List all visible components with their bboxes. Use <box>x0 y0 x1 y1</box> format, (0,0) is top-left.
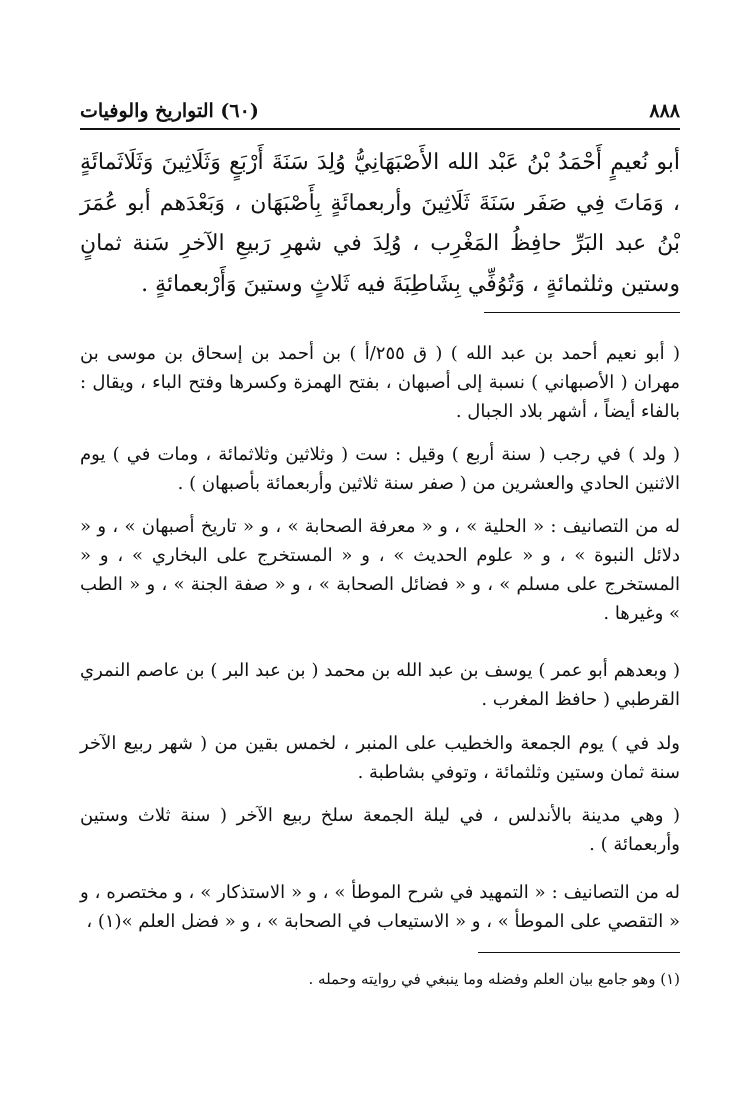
page-number: ٨٨٨ <box>649 100 680 122</box>
commentary-paragraph: ( ولد ) في رجب ( سنة أربع ) وقيل : ست ( وثلاثين وثلاثمائة ، ومات في ) يوم الاثنين الحادي والعشرين من ( صفر سنة ثلاثين وأربعمائة بأصبهان ) . <box>80 444 680 494</box>
commentary-paragraph: ( أبو نعيم أحمد بن عبد الله ) ( ق ٢٥٥/أ ) بن أحمد بن إسحاق بن موسى بن مهران ( الأصبهاني ) نسبة إلى أصبهان ، بفتح الهمزة وكسرها وفتح الباء ، ويقال : بالفاء أيضاً ، أشهر بلاد الجبال . <box>80 343 680 422</box>
commentary-paragraph: له من التصانيف : « التمهيد في شرح الموطأ » ، و « الاستذكار » ، و مختصره ، و « التقصي على الموطأ » ، و « الاستيعاب في الصحابة » ، و « فضل العلم »(١) ، <box>80 882 680 932</box>
header-divider <box>80 128 680 130</box>
footnote-divider <box>478 952 680 953</box>
commentary-paragraph: ولد في ) يوم الجمعة والخطيب على المنبر ، لخمس بقين من ( شهر ربيع الآخر سنة ثمان وستين وثلثمائة ، وتوفي بشاطبة . <box>80 733 680 783</box>
commentary-paragraph: ( وبعدهم أبو عمر ) يوسف بن عبد الله بن محمد ( بن عبد البر ) بن عاصم النمري القرطبي ( حافظ المغرب . <box>80 660 680 710</box>
verse-divider <box>484 312 680 313</box>
commentary-paragraph: له من التصانيف : « الحلية » ، و « معرفة الصحابة » ، و « تاريخ أصبهان » ، و « دلائل النبوة » ، و « علوم الحديث » ، و « المستخرج على البخاري » ، و « المستخرج على مسلم » ، و « فضائل الصحابة » ، و « صفة الجنة » ، و « الطب » وغيرها . <box>80 516 680 624</box>
page-header <box>80 96 680 126</box>
footnote: (١) وهو جامع بيان العلم وفضله وما ينبغي في روايته وحمله . <box>308 970 680 988</box>
verse-text: أبو نُعيمٍ أَحْمَدُ بْنُ عَبْد الله الأَصْبَهَانِيُّ وُلِدَ سَنَةَ أَرْبَعٍ وَثَلَاثِينَ وَثَلَاثَمائَةٍ ، وَمَاتَ فِي صَفَر سَنَةَ ثَلَاثِينَ وأربعمائَةٍ بِأَصْبَهَان ، وَبَعْدَهم أبو عُمَرَ بْنُ عبد البَرِّ حافِظُ المَغْرِب ، وُلِدَ في شهرِ رَبيعِ الآخرِ سَنة ثمانٍ وستين وثلثمائةٍ ، وَتُوُفِّي بِشَاطِبَةَ فيه ثَلاثٍ وستينَ وَأَرْبعمائةٍ . <box>80 150 680 297</box>
section-title: (٦٠) التواريخ والوفيات <box>80 100 259 122</box>
commentary-paragraph: ( وهي مدينة بالأندلس ، في ليلة الجمعة سلخ ربيع الآخر ( سنة ثلاث وستين وأربعمائة ) . <box>80 805 680 855</box>
